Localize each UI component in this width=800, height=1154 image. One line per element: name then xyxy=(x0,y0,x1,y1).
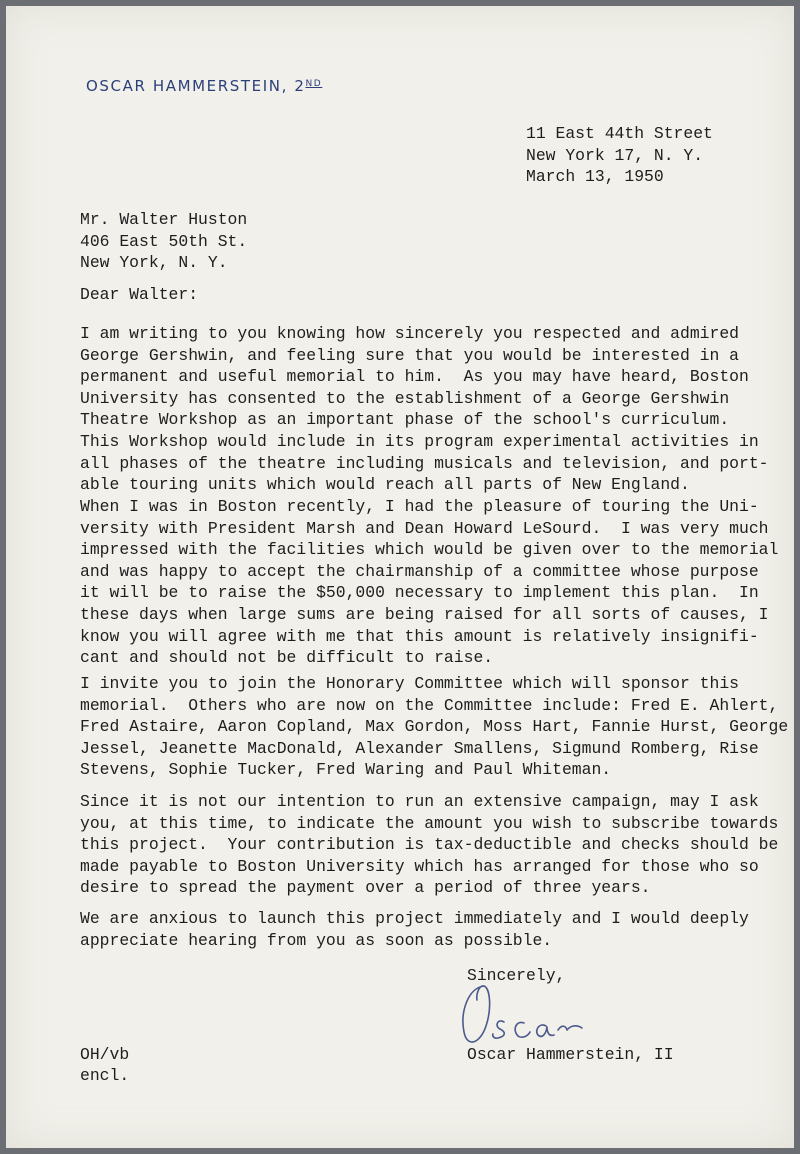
paragraph-line: University has consented to the establishment of a George Gershwin xyxy=(80,388,730,408)
letterhead-name: OSCAR HAMMERSTEIN, 2 xyxy=(86,77,306,95)
paragraph-line: appreciate hearing from you as soon as possible. xyxy=(80,930,553,950)
letterhead-suffix: ND xyxy=(305,79,323,89)
paragraph-line: memorial. Others who are now on the Committee include: Fred E. Ahlert, xyxy=(80,695,779,715)
paragraph-1 xyxy=(80,323,769,496)
signer-name: Oscar Hammerstein, II xyxy=(467,1045,674,1064)
paragraph-line: Stevens, Sophie Tucker, Fred Waring and Paul Whiteman. xyxy=(80,760,612,780)
signature-stroke xyxy=(537,1025,554,1037)
closing: Sincerely, xyxy=(467,966,566,985)
signature-stroke xyxy=(515,1022,530,1037)
paragraph-line: you, at this time, to indicate the amount you wish to subscribe towards xyxy=(80,813,779,833)
paragraph-line: these days when large sums are being raised for all sorts of causes, I xyxy=(80,604,769,624)
signature-stroke xyxy=(463,986,490,1042)
paragraph-line: versity with President Marsh and Dean Howard LeSourd. I was very much xyxy=(80,518,769,538)
paragraph-line: We are anxious to launch this project immediately and I would deeply xyxy=(80,909,749,928)
recipient-address-line: New York, N. Y. xyxy=(80,253,228,273)
paragraph-line: Jessel, Jeanette MacDonald, Alexander Smallens, Sigmund Romberg, Rise xyxy=(80,738,759,758)
handwritten-signature xyxy=(446,974,606,1054)
paragraph-line: impressed with the facilities which would be given over to the memorial xyxy=(80,540,779,560)
paragraph-line: it will be to raise the $50,000 necessary to implement this plan. In xyxy=(80,583,759,603)
recipient-name: Mr. Walter Huston xyxy=(80,210,248,229)
paragraph-line: and was happy to accept the chairmanship of a committee whose purpose xyxy=(80,561,759,581)
paragraph-line: permanent and useful memorial to him. As you may have heard, Boston xyxy=(80,367,749,387)
paragraph-5 xyxy=(80,908,749,951)
paragraph-3 xyxy=(80,673,788,781)
sender-address-line: 11 East 44th Street xyxy=(526,124,713,143)
paragraph-line: When I was in Boston recently, I had the pleasure of touring the Uni- xyxy=(80,497,759,516)
paragraph-line: desire to spread the payment over a period of three years. xyxy=(80,878,651,898)
paragraph-line: this project. Your contribution is tax-deductible and checks should be xyxy=(80,835,779,855)
paragraph-line: This Workshop would include in its program experimental activities in xyxy=(80,431,759,451)
letter-date: March 13, 1950 xyxy=(526,167,664,187)
paragraph-2 xyxy=(80,496,778,669)
sender-address-line: New York 17, N. Y. xyxy=(526,145,704,165)
letterhead xyxy=(86,77,322,95)
paragraph-line: all phases of the theatre including musicals and television, and port- xyxy=(80,453,769,473)
paragraph-line: I am writing to you knowing how sincerely you respected and admired xyxy=(80,324,740,343)
letter-page xyxy=(6,6,794,1148)
paragraph-4 xyxy=(80,791,778,899)
paragraph-line: I invite you to join the Honorary Committee which will sponsor this xyxy=(80,674,740,693)
salutation: Dear Walter: xyxy=(80,285,199,304)
sender-address xyxy=(526,123,713,188)
recipient-address xyxy=(80,209,247,274)
paragraph-line: Theatre Workshop as an important phase of the school's curriculum. xyxy=(80,410,730,430)
enclosure-note: encl. xyxy=(80,1066,130,1085)
paragraph-line: made payable to Boston University which has arranged for those who so xyxy=(80,856,759,876)
typist-initials: OH/vb xyxy=(80,1045,130,1064)
recipient-address-line: 406 East 50th St. xyxy=(80,231,248,251)
paragraph-line: Fred Astaire, Aaron Copland, Max Gordon, Moss Hart, Fannie Hurst, George xyxy=(80,717,789,737)
paragraph-line: George Gershwin, and feeling sure that you would be interested in a xyxy=(80,345,740,365)
paragraph-line: able touring units which would reach all parts of New England. xyxy=(80,475,690,495)
paragraph-line: cant and should not be difficult to raise. xyxy=(80,648,494,668)
paragraph-line: Since it is not our intention to run an extensive campaign, may I ask xyxy=(80,792,759,811)
paragraph-line: know you will agree with me that this amount is relatively insignifi- xyxy=(80,626,759,646)
signature-stroke xyxy=(493,1021,505,1038)
signature-stroke xyxy=(558,1026,582,1030)
